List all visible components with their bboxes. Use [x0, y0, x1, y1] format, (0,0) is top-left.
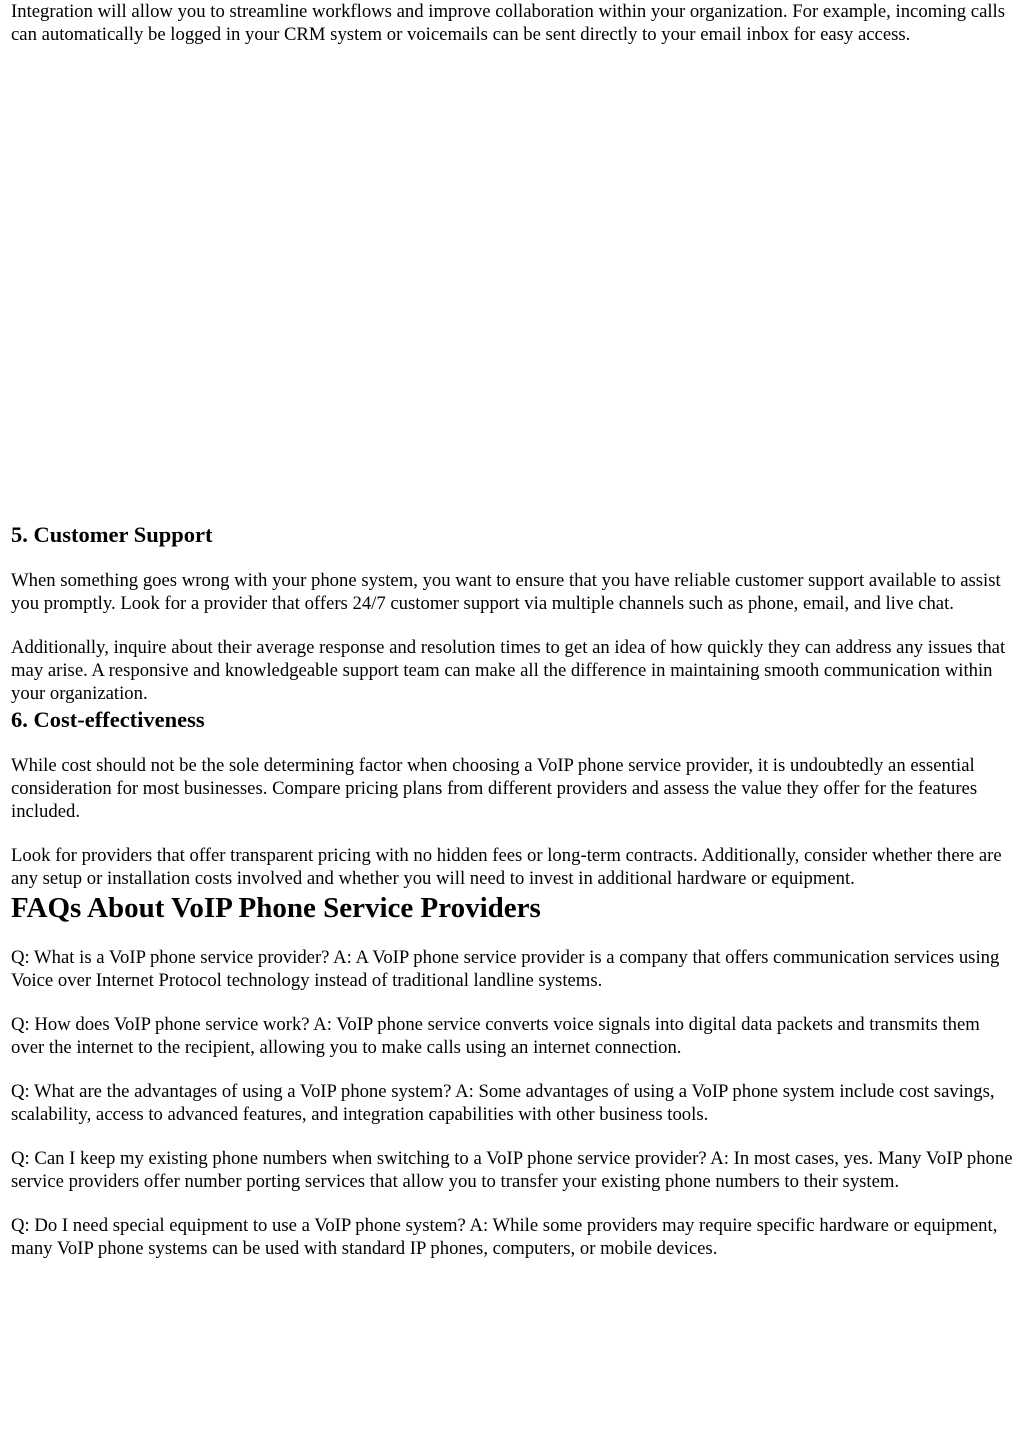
faq-item: Q: What is a VoIP phone service provider? A: A VoIP phone service provider is a company that offers communication services using Voice over Internet Protocol technology instead of traditional landline systems. [11, 947, 1000, 991]
faq-item: Q: How does VoIP phone service work? A: VoIP phone service converts voice signals into digital data packets and transmits them over the internet to the recipient, allowing you to make calls using an internet connection. [11, 1014, 980, 1058]
faq-heading: FAQs About VoIP Phone Service Providers [11, 892, 541, 924]
cost-effectiveness-paragraph-1: While cost should not be the sole determining factor when choosing a VoIP phone service provider, it is undoubtedly an essential consideration for most businesses. Compare pricing plans from different providers and assess the value they offer for the features included. [11, 755, 978, 822]
article-body [11, 520, 1013, 1260]
blank-image-area [11, 80, 1013, 500]
faq-item: Q: Do I need special equipment to use a VoIP phone system? A: While some providers may require specific hardware or equipment, many VoIP phone systems can be used with standard IP phones, computers, or mobile devices. [11, 1215, 998, 1259]
customer-support-paragraph-1: When something goes wrong with your phone system, you want to ensure that you have reliable customer support available to assist you promptly. Look for a provider that offers 24/7 customer support via multiple channels such as phone, email, and live chat. [11, 570, 1001, 614]
intro-paragraph: Integration will allow you to streamline workflows and improve collaboration within your organization. For example, incoming calls can automatically be logged in your CRM system or voicemails can be sent directly to your email inbox for easy access. [11, 1, 1006, 45]
section-heading-customer-support: 5. Customer Support [11, 522, 213, 547]
faq-item: Q: Can I keep my existing phone numbers when switching to a VoIP phone service provider? A: In most cases, yes. Many VoIP phone service providers offer number porting services that allow you to transfer your existing phone numbers to their system. [11, 1148, 1013, 1192]
customer-support-paragraph-2: Additionally, inquire about their average response and resolution times to get an idea of how quickly they can address any issues that may arise. A responsive and knowledgeable support team can make all the difference in maintaining smooth communication within your organization. [11, 637, 1006, 704]
section-heading-cost-effectiveness: 6. Cost-effectiveness [11, 707, 205, 732]
cost-effectiveness-paragraph-2: Look for providers that offer transparent pricing with no hidden fees or long-term contracts. Additionally, consider whether there are any setup or installation costs involved and whether you will need to invest in additional hardware or equipment. [11, 845, 1002, 889]
faq-item: Q: What are the advantages of using a VoIP phone system? A: Some advantages of using a VoIP phone system include cost savings, scalability, access to advanced features, and integration capabilities with other business tools. [11, 1081, 995, 1125]
